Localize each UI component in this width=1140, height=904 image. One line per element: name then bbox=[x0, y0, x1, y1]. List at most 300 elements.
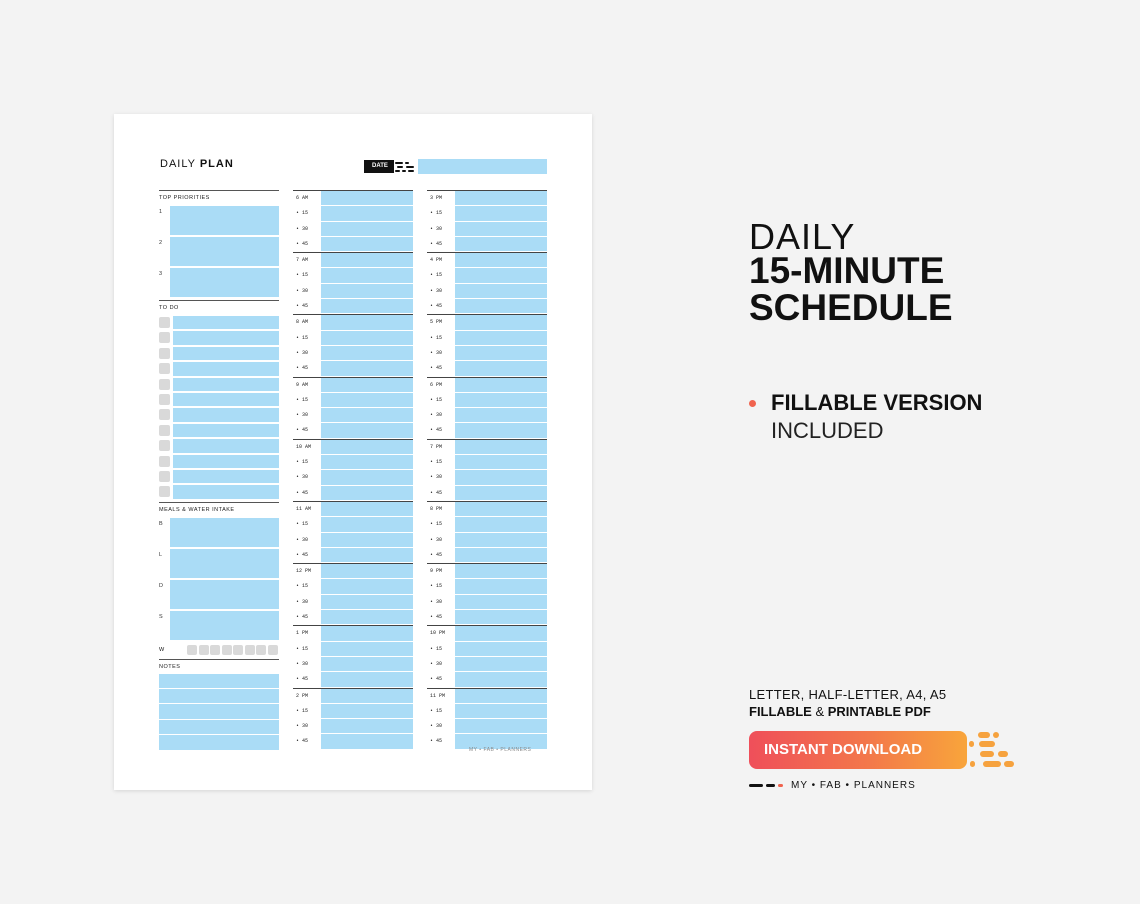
planner-sheet bbox=[114, 114, 592, 790]
time-slot-field[interactable] bbox=[321, 206, 413, 220]
time-slot-field[interactable] bbox=[455, 672, 547, 686]
time-slot bbox=[427, 222, 547, 237]
time-label: 4 PM bbox=[430, 257, 443, 264]
time-label: • 30 bbox=[430, 225, 443, 232]
priority-field[interactable] bbox=[170, 206, 279, 235]
time-slot-field[interactable] bbox=[321, 346, 413, 360]
heading-line-2: SCHEDULE bbox=[749, 287, 953, 328]
time-slot-field[interactable] bbox=[455, 533, 547, 547]
water-intake-row bbox=[159, 643, 279, 659]
water-cup-checkbox[interactable] bbox=[187, 645, 197, 655]
time-label: • 30 bbox=[430, 660, 443, 667]
todo-row bbox=[159, 330, 279, 345]
time-slot bbox=[427, 470, 547, 485]
time-label: 3 PM bbox=[430, 195, 443, 201]
time-slot-field[interactable] bbox=[455, 268, 547, 282]
instant-download-button[interactable]: INSTANT DOWNLOAD bbox=[749, 731, 967, 769]
todo-heading: TO DO bbox=[159, 300, 279, 315]
time-label: • 15 bbox=[296, 645, 309, 652]
time-slot-field[interactable] bbox=[321, 237, 413, 251]
schedule-column-evening bbox=[427, 190, 547, 750]
time-slot bbox=[293, 689, 413, 704]
time-slot-field[interactable] bbox=[455, 689, 547, 703]
time-slot bbox=[293, 206, 413, 221]
time-slot-field[interactable] bbox=[321, 299, 413, 313]
time-slot-field[interactable] bbox=[321, 579, 413, 593]
priorities-list bbox=[159, 205, 279, 298]
time-slot-field[interactable] bbox=[455, 517, 547, 531]
todo-checkbox[interactable] bbox=[159, 471, 170, 482]
todo-checkbox[interactable] bbox=[159, 379, 170, 390]
time-slot bbox=[427, 533, 547, 548]
time-slot bbox=[293, 268, 413, 283]
time-slot-field[interactable] bbox=[455, 346, 547, 360]
hour-block bbox=[427, 501, 547, 563]
speed-lines-icon bbox=[955, 730, 1025, 772]
time-slot-field[interactable] bbox=[321, 222, 413, 236]
time-slot-field[interactable] bbox=[321, 361, 413, 375]
time-slot-field[interactable] bbox=[321, 595, 413, 609]
notes-heading: NOTES bbox=[159, 659, 279, 674]
time-slot-field[interactable] bbox=[455, 237, 547, 251]
hour-block bbox=[427, 377, 547, 439]
time-label: • 45 bbox=[430, 551, 443, 558]
time-slot bbox=[427, 610, 547, 625]
time-slot-field[interactable] bbox=[321, 470, 413, 484]
time-slot bbox=[427, 517, 547, 532]
time-slot bbox=[293, 734, 413, 749]
meal-field[interactable] bbox=[170, 518, 279, 547]
time-slot bbox=[427, 564, 547, 579]
time-label: • 45 bbox=[430, 240, 443, 247]
time-label: • 30 bbox=[296, 412, 309, 419]
time-slot bbox=[293, 237, 413, 252]
time-slot-field[interactable] bbox=[455, 222, 547, 236]
hour-block bbox=[293, 190, 413, 252]
time-label: 8 PM bbox=[430, 505, 443, 512]
meal-label: D bbox=[159, 582, 163, 589]
time-slot-field[interactable] bbox=[321, 657, 413, 671]
priority-number: 2 bbox=[159, 240, 163, 246]
time-label: • 15 bbox=[430, 210, 443, 217]
time-slot-field[interactable] bbox=[321, 672, 413, 686]
time-slot bbox=[427, 657, 547, 672]
time-slot-field[interactable] bbox=[455, 206, 547, 220]
todo-checkbox[interactable] bbox=[159, 348, 170, 359]
time-slot bbox=[427, 626, 547, 641]
time-slot-field[interactable] bbox=[321, 393, 413, 407]
meals-list bbox=[159, 517, 279, 641]
time-slot bbox=[293, 361, 413, 376]
time-slot bbox=[427, 268, 547, 283]
time-slot-field[interactable] bbox=[321, 517, 413, 531]
todo-checkbox[interactable] bbox=[159, 486, 170, 497]
time-slot-field[interactable] bbox=[455, 470, 547, 484]
todo-field[interactable] bbox=[173, 362, 279, 375]
todo-row bbox=[159, 392, 279, 407]
notes-line[interactable] bbox=[159, 735, 279, 750]
time-slot bbox=[293, 423, 413, 438]
todo-field[interactable] bbox=[173, 393, 279, 406]
time-slot bbox=[427, 361, 547, 376]
time-slot bbox=[293, 299, 413, 314]
water-cup-checkbox[interactable] bbox=[268, 645, 278, 655]
time-slot bbox=[427, 486, 547, 501]
time-label: • 30 bbox=[430, 536, 443, 543]
time-slot bbox=[427, 440, 547, 455]
time-slot bbox=[427, 206, 547, 221]
priority-number: 1 bbox=[159, 209, 163, 215]
time-label: • 30 bbox=[296, 474, 309, 481]
meals-heading: MEALS & WATER INTAKE bbox=[159, 502, 279, 517]
meal-row bbox=[159, 610, 279, 641]
time-slot-field[interactable] bbox=[455, 564, 547, 578]
date-field[interactable] bbox=[418, 159, 547, 174]
time-label: • 15 bbox=[296, 210, 309, 217]
time-label: • 45 bbox=[296, 738, 309, 745]
time-slot-field[interactable] bbox=[321, 502, 413, 516]
todo-checkbox[interactable] bbox=[159, 394, 170, 405]
time-slot bbox=[293, 408, 413, 423]
time-label: • 30 bbox=[430, 723, 443, 730]
todo-row bbox=[159, 484, 279, 499]
priority-row bbox=[159, 267, 279, 298]
time-slot bbox=[293, 378, 413, 393]
time-slot-field[interactable] bbox=[321, 610, 413, 624]
time-slot bbox=[293, 610, 413, 625]
time-label: • 15 bbox=[296, 334, 309, 341]
time-label: 6 AM bbox=[296, 195, 309, 201]
time-slot bbox=[293, 470, 413, 485]
time-label: 2 PM bbox=[296, 692, 309, 699]
time-slot bbox=[293, 486, 413, 501]
time-slot-field[interactable] bbox=[455, 719, 547, 733]
meal-field[interactable] bbox=[170, 611, 279, 640]
time-slot bbox=[427, 408, 547, 423]
todo-field[interactable] bbox=[173, 378, 279, 391]
time-slot-field[interactable] bbox=[321, 253, 413, 267]
todo-field[interactable] bbox=[173, 424, 279, 437]
todo-field[interactable] bbox=[173, 316, 279, 329]
time-slot-field[interactable] bbox=[455, 657, 547, 671]
time-slot bbox=[293, 346, 413, 361]
priority-row bbox=[159, 205, 279, 236]
time-slot-field[interactable] bbox=[321, 626, 413, 640]
time-label: • 45 bbox=[296, 240, 309, 247]
time-slot-field[interactable] bbox=[321, 440, 413, 454]
time-label: • 15 bbox=[296, 396, 309, 403]
notes-line[interactable] bbox=[159, 720, 279, 735]
time-slot-field[interactable] bbox=[321, 719, 413, 733]
time-label: • 15 bbox=[296, 521, 309, 528]
time-slot-field[interactable] bbox=[455, 486, 547, 500]
water-cup-checkbox[interactable] bbox=[222, 645, 232, 655]
hour-block bbox=[427, 563, 547, 625]
hour-block bbox=[427, 439, 547, 501]
todo-checkbox[interactable] bbox=[159, 363, 170, 374]
time-slot bbox=[427, 331, 547, 346]
time-slot-field[interactable] bbox=[321, 734, 413, 748]
schedule-column-morning bbox=[293, 190, 413, 750]
time-slot-field[interactable] bbox=[321, 689, 413, 703]
sheet-title bbox=[160, 158, 234, 170]
time-label: 11 PM bbox=[430, 692, 446, 699]
amp: & bbox=[811, 704, 828, 719]
time-slot-field[interactable] bbox=[455, 579, 547, 593]
todo-field[interactable] bbox=[173, 408, 279, 421]
todo-row bbox=[159, 377, 279, 392]
time-slot-field[interactable] bbox=[455, 610, 547, 624]
time-slot bbox=[293, 517, 413, 532]
time-label: 7 AM bbox=[296, 257, 309, 264]
time-slot-field[interactable] bbox=[455, 408, 547, 422]
time-label: • 45 bbox=[430, 365, 443, 372]
water-cup-checkbox[interactable] bbox=[210, 645, 220, 655]
date-label: DATE bbox=[364, 160, 394, 173]
time-slot bbox=[427, 191, 547, 206]
todo-field[interactable] bbox=[173, 455, 279, 468]
priority-field[interactable] bbox=[170, 237, 279, 266]
top-priorities-heading: TOP PRIORITIES bbox=[159, 190, 279, 205]
time-label: 10 AM bbox=[296, 443, 312, 450]
time-label: • 30 bbox=[296, 225, 309, 232]
time-label: 5 PM bbox=[430, 319, 443, 326]
todo-checkbox[interactable] bbox=[159, 317, 170, 328]
time-slot-field[interactable] bbox=[455, 361, 547, 375]
priority-row bbox=[159, 236, 279, 267]
todo-checkbox[interactable] bbox=[159, 440, 170, 451]
time-slot-field[interactable] bbox=[455, 502, 547, 516]
time-slot bbox=[293, 564, 413, 579]
notes-line[interactable] bbox=[159, 704, 279, 719]
time-slot-field[interactable] bbox=[321, 315, 413, 329]
hour-block bbox=[293, 377, 413, 439]
meal-field[interactable] bbox=[170, 549, 279, 578]
time-label: • 30 bbox=[296, 660, 309, 667]
time-slot-field[interactable] bbox=[321, 378, 413, 392]
time-label: • 15 bbox=[430, 645, 443, 652]
time-slot-field[interactable] bbox=[321, 533, 413, 547]
time-slot bbox=[427, 299, 547, 314]
fillable-printable-text bbox=[749, 704, 931, 719]
todo-checkbox[interactable] bbox=[159, 409, 170, 420]
time-label: • 45 bbox=[296, 303, 309, 310]
hour-block bbox=[427, 314, 547, 376]
time-label: • 15 bbox=[296, 272, 309, 279]
time-slot-field[interactable] bbox=[455, 393, 547, 407]
notes-area bbox=[159, 674, 279, 751]
todo-row bbox=[159, 438, 279, 453]
todo-row bbox=[159, 423, 279, 438]
time-label: • 45 bbox=[430, 676, 443, 683]
meal-label: S bbox=[159, 613, 163, 620]
time-label: 6 PM bbox=[430, 381, 443, 388]
time-slot bbox=[293, 642, 413, 657]
time-slot bbox=[293, 533, 413, 548]
feature-included: INCLUDED bbox=[771, 418, 884, 443]
todo-field[interactable] bbox=[173, 485, 279, 498]
time-slot-field[interactable] bbox=[321, 423, 413, 437]
time-label: • 30 bbox=[430, 349, 443, 356]
time-label: 12 PM bbox=[296, 568, 312, 575]
time-slot bbox=[293, 579, 413, 594]
time-slot-field[interactable] bbox=[455, 253, 547, 267]
meal-row bbox=[159, 548, 279, 579]
time-slot bbox=[293, 331, 413, 346]
formats-text: LETTER, HALF-LETTER, A4, A5 bbox=[749, 687, 947, 702]
meal-label: L bbox=[159, 551, 163, 558]
time-slot-field[interactable] bbox=[321, 548, 413, 562]
time-label: • 15 bbox=[430, 459, 443, 466]
meal-row bbox=[159, 579, 279, 610]
time-label: • 45 bbox=[430, 303, 443, 310]
brand-logo-icon bbox=[749, 784, 785, 788]
meal-field[interactable] bbox=[170, 580, 279, 609]
time-slot-field[interactable] bbox=[455, 440, 547, 454]
time-slot bbox=[427, 253, 547, 268]
todo-row bbox=[159, 315, 279, 330]
time-label: • 15 bbox=[296, 583, 309, 590]
hour-block bbox=[293, 439, 413, 501]
time-slot-field[interactable] bbox=[455, 284, 547, 298]
time-slot-field[interactable] bbox=[455, 331, 547, 345]
time-slot-field[interactable] bbox=[321, 284, 413, 298]
time-label: • 30 bbox=[296, 349, 309, 356]
time-slot bbox=[427, 455, 547, 470]
water-label: W bbox=[159, 646, 165, 653]
time-slot bbox=[293, 253, 413, 268]
time-slot bbox=[293, 704, 413, 719]
time-slot-field[interactable] bbox=[321, 191, 413, 205]
time-slot-field[interactable] bbox=[455, 595, 547, 609]
time-label: • 45 bbox=[430, 489, 443, 496]
time-slot bbox=[427, 595, 547, 610]
time-slot-field[interactable] bbox=[321, 704, 413, 718]
time-label: • 15 bbox=[430, 583, 443, 590]
time-slot-field[interactable] bbox=[321, 408, 413, 422]
meal-row bbox=[159, 517, 279, 548]
time-label: 1 PM bbox=[296, 630, 309, 637]
time-slot-field[interactable] bbox=[455, 315, 547, 329]
water-cup-checkbox[interactable] bbox=[199, 645, 209, 655]
time-slot-field[interactable] bbox=[321, 564, 413, 578]
bullet-dot-icon bbox=[749, 400, 756, 407]
time-slot bbox=[427, 579, 547, 594]
heading-schedule bbox=[749, 252, 953, 326]
time-slot-field[interactable] bbox=[455, 378, 547, 392]
time-label: • 30 bbox=[296, 723, 309, 730]
sheet-footer-brand: MY • FAB • PLANNERS bbox=[469, 747, 532, 753]
fillable-word: FILLABLE bbox=[749, 704, 812, 719]
time-label: • 30 bbox=[430, 598, 443, 605]
priority-field[interactable] bbox=[170, 268, 279, 297]
sheet-title-light: DAILY bbox=[160, 158, 196, 170]
time-label: • 30 bbox=[430, 287, 443, 294]
time-label: • 45 bbox=[296, 489, 309, 496]
time-slot-field[interactable] bbox=[321, 331, 413, 345]
time-label: 11 AM bbox=[296, 505, 312, 512]
todo-checkbox[interactable] bbox=[159, 425, 170, 436]
feature-fillable: FILLABLE VERSION bbox=[771, 390, 983, 415]
time-label: 8 AM bbox=[296, 319, 309, 326]
time-slot-field[interactable] bbox=[455, 548, 547, 562]
time-label: • 15 bbox=[430, 334, 443, 341]
time-slot-field[interactable] bbox=[455, 626, 547, 640]
water-cup-checkbox[interactable] bbox=[256, 645, 266, 655]
time-slot bbox=[293, 393, 413, 408]
time-label: 9 PM bbox=[430, 568, 443, 575]
time-slot bbox=[293, 657, 413, 672]
time-slot bbox=[427, 548, 547, 563]
time-slot-field[interactable] bbox=[321, 642, 413, 656]
time-slot bbox=[427, 689, 547, 704]
todo-field[interactable] bbox=[173, 439, 279, 452]
time-slot bbox=[293, 284, 413, 299]
time-slot bbox=[427, 393, 547, 408]
time-label: • 45 bbox=[430, 427, 443, 434]
date-dashes-icon bbox=[395, 160, 417, 173]
priority-number: 3 bbox=[159, 271, 163, 277]
time-slot bbox=[293, 626, 413, 641]
todo-row bbox=[159, 346, 279, 361]
hour-block bbox=[293, 501, 413, 563]
printable-word: PRINTABLE PDF bbox=[827, 704, 931, 719]
hour-block bbox=[293, 563, 413, 625]
time-slot bbox=[293, 672, 413, 687]
time-slot-field[interactable] bbox=[455, 423, 547, 437]
time-slot-field[interactable] bbox=[455, 704, 547, 718]
heading-line-1: 15-MINUTE bbox=[749, 250, 945, 291]
hour-block bbox=[427, 688, 547, 750]
time-label: • 30 bbox=[296, 598, 309, 605]
time-slot bbox=[293, 440, 413, 455]
water-cup-checkbox[interactable] bbox=[233, 645, 243, 655]
time-slot bbox=[293, 502, 413, 517]
time-slot bbox=[427, 346, 547, 361]
time-slot bbox=[293, 595, 413, 610]
time-slot bbox=[293, 191, 413, 206]
todo-field[interactable] bbox=[173, 470, 279, 483]
todo-checkbox[interactable] bbox=[159, 456, 170, 467]
hour-block bbox=[427, 252, 547, 314]
time-slot bbox=[427, 672, 547, 687]
time-label: 7 PM bbox=[430, 443, 443, 450]
time-slot-field[interactable] bbox=[321, 455, 413, 469]
todo-field[interactable] bbox=[173, 347, 279, 360]
brand-name: MY • FAB • PLANNERS bbox=[791, 780, 916, 791]
time-slot-field[interactable] bbox=[321, 486, 413, 500]
meal-label: B bbox=[159, 520, 163, 527]
time-slot-field[interactable] bbox=[455, 191, 547, 205]
time-label: • 15 bbox=[430, 272, 443, 279]
todo-checkbox[interactable] bbox=[159, 332, 170, 343]
notes-line[interactable] bbox=[159, 674, 279, 689]
time-slot-field[interactable] bbox=[455, 299, 547, 313]
todo-field[interactable] bbox=[173, 331, 279, 344]
time-slot-field[interactable] bbox=[455, 455, 547, 469]
time-slot-field[interactable] bbox=[455, 642, 547, 656]
time-slot-field[interactable] bbox=[321, 268, 413, 282]
notes-line[interactable] bbox=[159, 689, 279, 704]
time-slot bbox=[293, 548, 413, 563]
todo-row bbox=[159, 361, 279, 376]
water-cup-checkbox[interactable] bbox=[245, 645, 255, 655]
heading-daily: DAILY bbox=[749, 216, 856, 257]
time-label: • 30 bbox=[430, 474, 443, 481]
hour-block bbox=[427, 190, 547, 252]
time-label: • 15 bbox=[430, 396, 443, 403]
time-label: • 15 bbox=[430, 707, 443, 714]
